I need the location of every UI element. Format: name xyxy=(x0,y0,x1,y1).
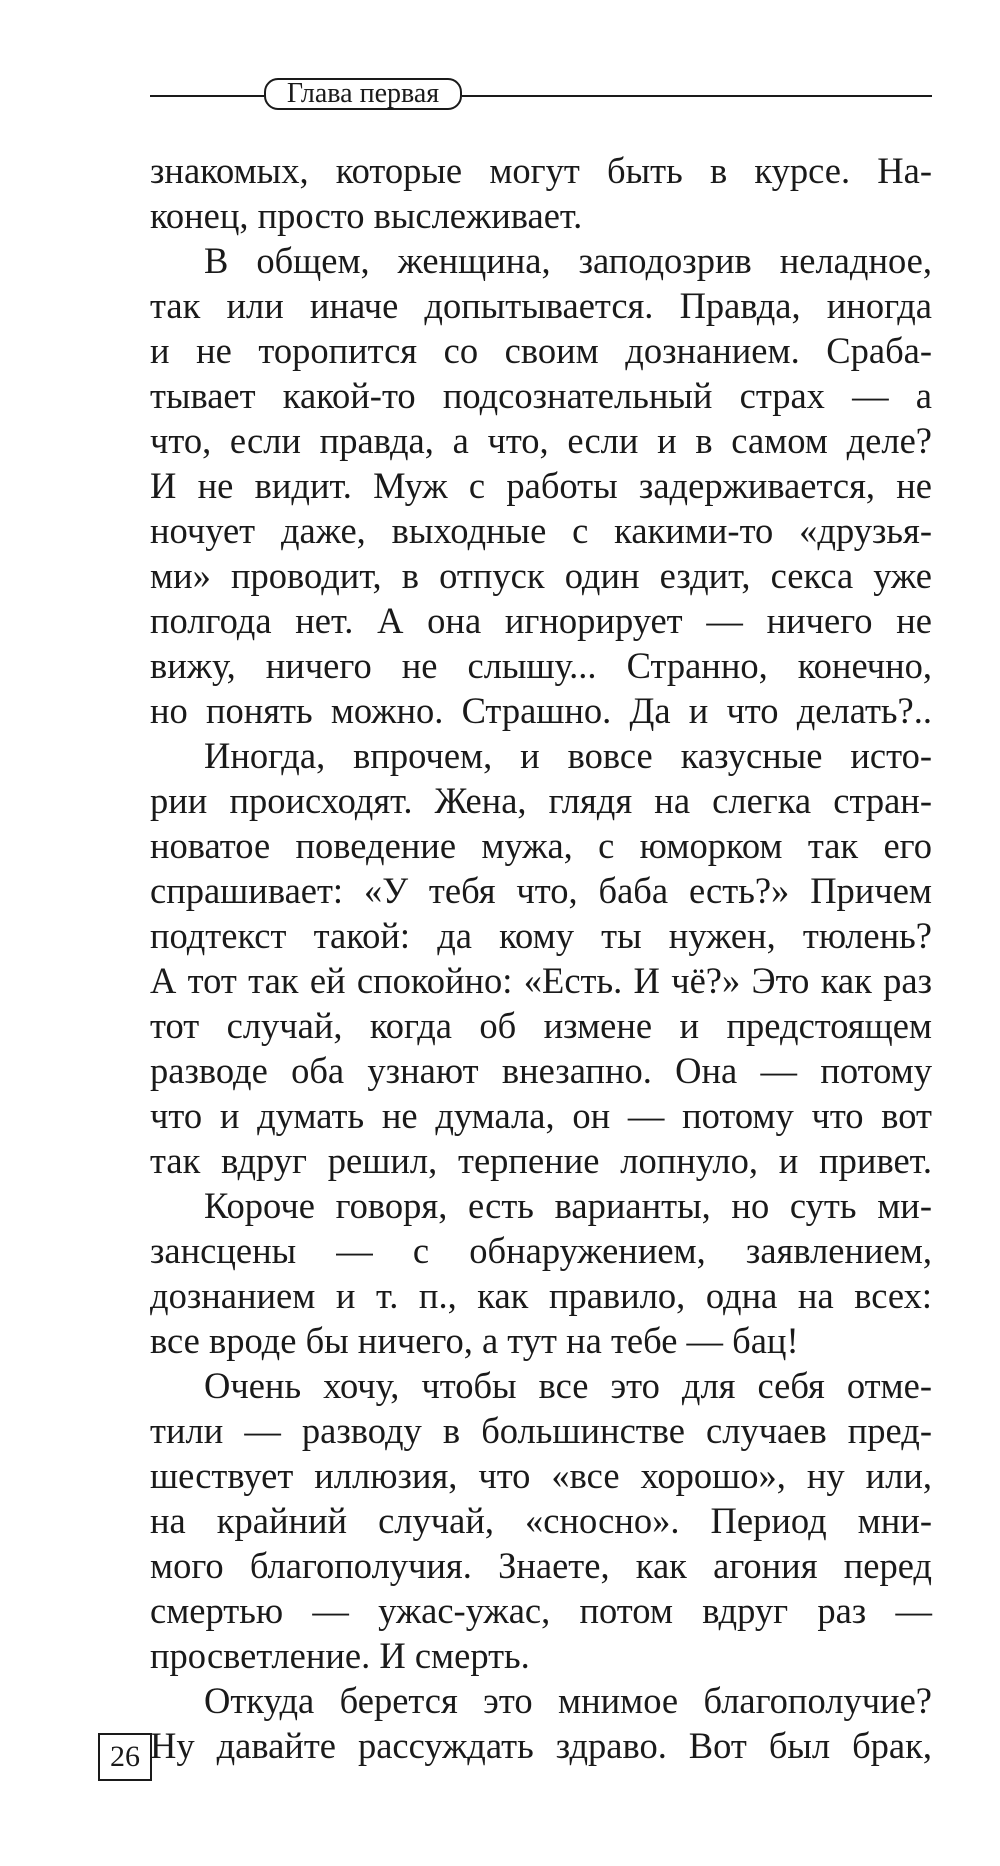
text-line: полгода нет. А она игнорирует — ничего не xyxy=(150,600,932,641)
text-line: так или иначе допытывается. Правда, иногда xyxy=(150,285,932,326)
chapter-label: Глава первая xyxy=(264,78,462,110)
text-line: на крайний случай, «сносно». Период мни- xyxy=(150,1500,932,1541)
text-line: И не видит. Муж с работы задерживается, не xyxy=(150,465,932,506)
text-line: дознанием и т. п., как правило, одна на всех: xyxy=(150,1275,932,1316)
text-line: Откуда берется это мнимое благополучие? xyxy=(204,1680,932,1721)
text-line: Иногда, впрочем, и вовсе казусные исто- xyxy=(204,735,932,776)
text-line: новатое поведение мужа, с юморком так его xyxy=(150,825,932,866)
body-text xyxy=(150,148,932,1768)
text-line: просветление. И смерть. xyxy=(150,1635,530,1676)
text-line: и не торопится со своим дознанием. Сраба- xyxy=(150,330,932,371)
text-line: тили — разводу в большинстве случаев пред- xyxy=(150,1410,932,1451)
text-line: знакомых, которые могут быть в курсе. На- xyxy=(150,150,932,191)
text-line: конец, просто выслеживает. xyxy=(150,195,583,236)
text-line: ночует даже, выходные с какими-то «друзья- xyxy=(150,510,932,551)
text-line: ми» проводит, в отпуск один ездит, секса уже xyxy=(150,555,932,596)
text-line: все вроде бы ничего, а тут на тебе — бац! xyxy=(150,1320,799,1361)
text-line: вижу, ничего не слышу... Странно, конечно, xyxy=(150,645,932,686)
text-line: смертью — ужас-ужас, потом вдруг раз — xyxy=(150,1590,932,1631)
text-line: так вдруг решил, терпение лопнуло, и привет. xyxy=(150,1140,932,1181)
text-line: что, если правда, а что, если и в самом деле? xyxy=(150,420,932,461)
running-header xyxy=(150,78,932,114)
text-line: Очень хочу, чтобы все это для себя отме- xyxy=(204,1365,932,1406)
header-rule-left xyxy=(150,95,264,97)
text-line: мого благополучия. Знаете, как агония перед xyxy=(150,1545,932,1586)
text-line: Ну давайте рассуждать здраво. Вот был брак, xyxy=(150,1725,932,1766)
text-line: спрашивает: «У тебя что, баба есть?» Причем xyxy=(150,870,932,911)
text-line: зансцены — с обнаружением, заявлением, xyxy=(150,1230,932,1271)
text-line: но понять можно. Страшно. Да и что делать?.. xyxy=(150,690,932,731)
text-line: разводе оба узнают внезапно. Она — потому xyxy=(150,1050,932,1091)
text-line: В общем, женщина, заподозрив неладное, xyxy=(204,240,932,281)
text-line: тот случай, когда об измене и предстоящем xyxy=(150,1005,932,1046)
text-line: подтекст такой: да кому ты нужен, тюлень? xyxy=(150,915,932,956)
text-line: рии происходят. Жена, глядя на слегка стран- xyxy=(150,780,932,821)
text-line: тывает какой-то подсознательный страх — а xyxy=(150,375,932,416)
text-line: шествует иллюзия, что «все хорошо», ну или, xyxy=(150,1455,932,1496)
text-line: Короче говоря, есть варианты, но суть ми- xyxy=(204,1185,932,1226)
text-line: А тот так ей спокойно: «Есть. И чё?» Это как раз xyxy=(150,960,932,1001)
page-number: 26 xyxy=(98,1733,152,1781)
header-rule-right xyxy=(462,95,932,97)
text-line: что и думать не думала, он — потому что вот xyxy=(150,1095,932,1136)
